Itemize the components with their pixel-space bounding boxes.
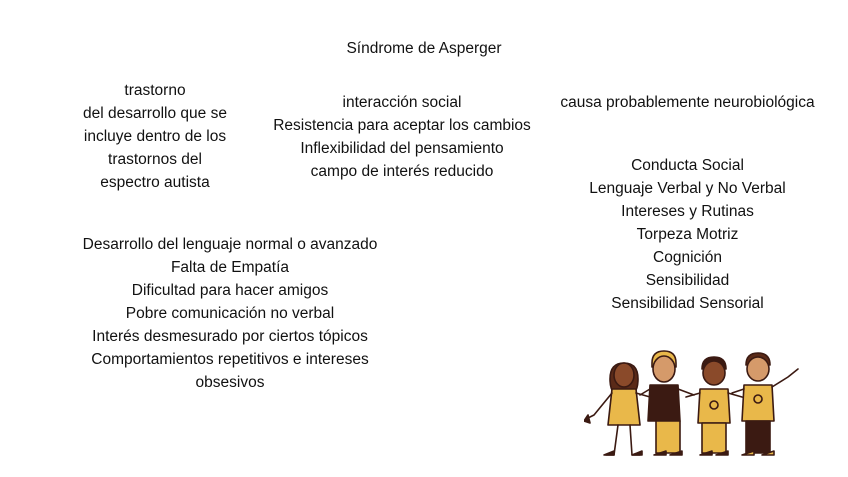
cause-node [545, 91, 830, 114]
symptom-line: Interés desmesurado por ciertos tópicos [92, 328, 368, 345]
trait-line: Inflexibilidad del pensamiento [300, 140, 504, 157]
group-of-children-icon [584, 343, 804, 465]
cause-line: causa probablemente neurobiológica [560, 94, 815, 111]
symptom-line: Falta de Empatía [170, 259, 290, 276]
child-1 [584, 363, 650, 455]
trait-line: campo de interés reducido [310, 163, 494, 180]
trait-line: interacción social [342, 94, 462, 111]
definition-line: trastornos del [108, 151, 202, 168]
definition-line: incluye dentro de los [83, 128, 227, 145]
child-2 [640, 351, 694, 455]
symptom-line: Comportamientos repetitivos e intereses [91, 351, 369, 368]
area-line: Sensibilidad [645, 272, 730, 289]
definition-line: trastorno [124, 82, 186, 99]
symptom-line: Desarrollo del lenguaje normal o avanzado [82, 236, 378, 253]
definition-node [60, 79, 250, 194]
area-line: Intereses y Rutinas [621, 203, 754, 220]
areas-node [560, 154, 815, 315]
definition-line: espectro autista [100, 174, 210, 191]
symptom-line: Dificultad para hacer amigos [131, 282, 329, 299]
symptoms-node [55, 233, 405, 394]
child-4 [732, 353, 798, 455]
area-line: Torpeza Motriz [636, 226, 739, 243]
area-line: Lenguaje Verbal y No Verbal [589, 180, 786, 197]
area-line: Sensibilidad Sensorial [611, 295, 764, 312]
symptom-line: Pobre comunicación no verbal [125, 305, 335, 322]
trait-line: Resistencia para aceptar los cambios [273, 117, 531, 134]
area-line: Cognición [653, 249, 722, 266]
traits-node [252, 91, 552, 183]
area-line: Conducta Social [631, 157, 744, 174]
definition-line: del desarrollo que se [83, 105, 227, 122]
symptom-line: obsesivos [195, 374, 265, 391]
child-3 [686, 357, 742, 455]
page-title: Síndrome de Asperger [346, 40, 502, 57]
